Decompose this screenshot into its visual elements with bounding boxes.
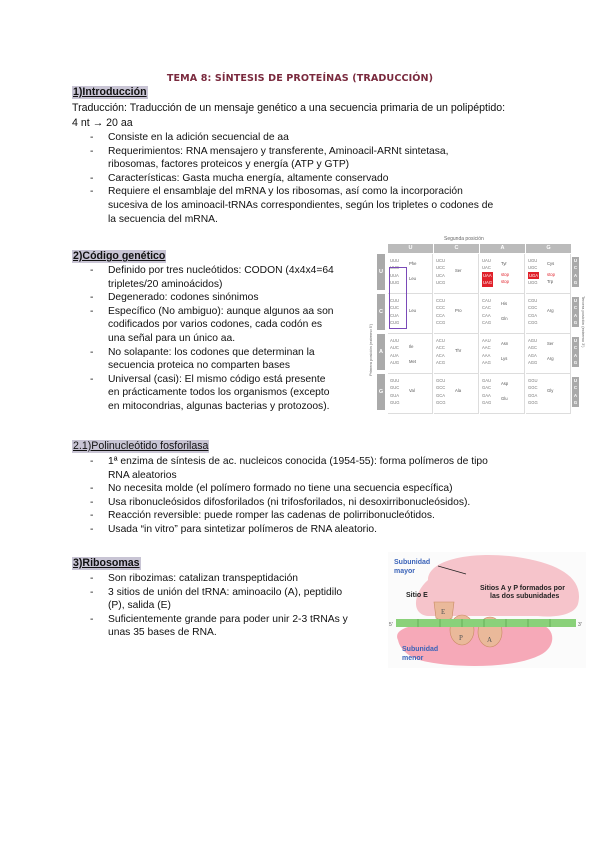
mrna-strand (396, 619, 576, 627)
amino-acid-label: Ile (409, 344, 414, 350)
codon-list (528, 297, 538, 327)
codon-list (482, 297, 491, 327)
codon: CCG (436, 320, 446, 326)
list-item: - Usa ribonucleósidos difosforilados (ni trifosforilados, ni desoxirribonucleósidos). (90, 496, 570, 510)
codon-list (436, 337, 445, 367)
third-base-UC: C (573, 265, 578, 271)
amino-acid-label: Gln (501, 315, 508, 321)
codon: CGA (528, 312, 538, 318)
list-item: - No solapante: los codones que determinan la (90, 346, 370, 360)
codigo-list (90, 264, 370, 414)
codon: AGG (528, 360, 538, 366)
codon: CCU (436, 298, 446, 303)
list-item: - Características: Gasta mucha energía, altamente conservado (90, 172, 560, 186)
codon-list (436, 297, 445, 327)
list-item-cont: secuencia proteica no comparten bases (108, 360, 291, 372)
codon: UGC (528, 265, 538, 271)
codon-list (528, 257, 539, 287)
codon-cell-AU (388, 334, 433, 374)
amino-acid-label: Ala (455, 388, 462, 394)
label-subunidad-mayor: Subunidad mayor (394, 559, 431, 575)
list-item-cont: tripletes/20 aminoácidos) (108, 278, 223, 290)
codon: CGG (528, 320, 538, 326)
codon-cell-GA (480, 374, 525, 414)
codon: CUU (390, 298, 400, 303)
codon: UCG (436, 280, 446, 286)
list-item: - Suficientemente grande para poder unir 2-3 tRNAs y (90, 613, 380, 627)
list-item: - Son ribozimas: catalizan transpeptidación (90, 572, 380, 586)
codon: UCU (436, 258, 446, 263)
amino-acid-label: Met (409, 359, 416, 365)
list-item: - Reacción reversible: puede romper las cadenas de polirribonucleótidos. (90, 509, 570, 523)
second-base-C: C (434, 244, 479, 253)
third-base-AA: A (573, 352, 578, 358)
amino-acid-label: Phe (409, 260, 417, 266)
end-5-prime: 5' (389, 622, 393, 628)
codon-list (390, 377, 400, 407)
list-item: - No necesita molde (el polímero formado no tiene una secuencia específica) (90, 482, 570, 496)
codon: CAG (482, 320, 492, 326)
codon-top-caption: Segunda posición (444, 236, 484, 242)
codon: CCA (436, 312, 445, 318)
codon: AAC (482, 345, 491, 351)
codon: GAA (482, 392, 491, 398)
third-base-GA: A (573, 392, 578, 398)
codon: CUC (390, 305, 400, 311)
codon: UCA (436, 272, 445, 278)
codon-right-caption: Tercera posición (extremo 3') (581, 296, 586, 348)
codon: GCC (436, 385, 446, 391)
codon-cell-CA (480, 294, 525, 334)
first-base-G: G (377, 374, 385, 410)
codon-cell-CG (526, 294, 571, 334)
intro-ratio: 4 nt → 20 aa (72, 117, 133, 129)
codon: GUU (390, 378, 400, 383)
codon: CUG (390, 320, 400, 326)
list-item: - Específico (No ambiguo): aunque algunos aa son (90, 305, 370, 319)
ribosomas-list (90, 572, 380, 640)
third-base-UA: A (573, 272, 578, 278)
codon: ACC (436, 345, 445, 351)
first-base-A: A (377, 334, 385, 370)
letter-a: A (487, 636, 493, 644)
codon: AAG (482, 360, 491, 366)
list-item-cont: una señal para un único aa. (108, 332, 236, 344)
codon: UAC (482, 265, 491, 271)
codon: GGU (528, 378, 538, 383)
list-item-cont: (P), salida (E) (108, 600, 171, 612)
codon: UGU (528, 258, 538, 263)
codon-list (482, 377, 491, 407)
amino-acid-label: Pro (455, 308, 462, 314)
codon: AGA (528, 352, 537, 358)
first-base-C: C (377, 294, 385, 330)
codon: GUG (390, 400, 400, 406)
second-base-A: A (480, 244, 525, 253)
codon-table-figure (368, 236, 586, 414)
codon-cell-UG (526, 254, 571, 294)
codon-cell-GU (388, 374, 433, 414)
codon-cell-AC (434, 334, 479, 374)
codon: CCC (436, 305, 446, 311)
codon-list (436, 257, 445, 287)
section-heading-codigo-genetico: 2)Código genético (73, 250, 166, 262)
codon: ACU (436, 338, 445, 343)
codon: GCU (436, 378, 446, 383)
codon: CUA (390, 312, 399, 318)
third-base-UG: G (573, 280, 578, 286)
codon: AUA (390, 352, 399, 358)
third-base-CC: C (573, 305, 578, 311)
codon: AAA (482, 352, 491, 358)
third-base-CG: G (573, 320, 578, 326)
ribosome-figure (388, 552, 586, 668)
codon: GAG (482, 400, 492, 406)
codon: UGA (529, 272, 539, 278)
third-base-GU: U (573, 378, 578, 383)
amino-acid-label: Tyr (501, 260, 507, 266)
codon: GCG (436, 400, 446, 406)
amino-acid-label: Val (409, 388, 415, 394)
first-base-U: U (377, 254, 385, 290)
codon: UUU (390, 258, 400, 263)
amino-acid-label: Gly (547, 388, 554, 394)
third-base-AC: C (573, 345, 578, 351)
amino-acid-label: Leu (409, 275, 416, 281)
amino-acid-label: Arg (547, 308, 554, 314)
codon: ACG (436, 360, 446, 366)
amino-acid-label: Ser (547, 340, 554, 346)
amino-acid-label: His (501, 300, 508, 306)
codon-cell-AG (526, 334, 571, 374)
amino-acid-label: Cys (547, 260, 555, 266)
codon-cell-AA (480, 334, 525, 374)
amino-acid-label: stop (547, 271, 555, 277)
list-item: - Consiste en la adición secuencial de aa (90, 131, 560, 145)
third-base-AU: U (573, 338, 578, 343)
list-item-cont: en prácticamente todos los organismos (excepto (108, 387, 330, 399)
label-sitios-a-p: Sitios A y P formados por las dos subunidades (480, 585, 565, 600)
codon-left-caption: Primera posición (extremo 5') (368, 323, 373, 376)
list-item-cont: unas 35 bases de RNA. (108, 627, 217, 639)
codon-list (482, 257, 493, 287)
amino-acid-label: Arg (547, 355, 554, 361)
codon: CAU (482, 298, 491, 303)
codon-list (390, 337, 399, 367)
codon: GGC (528, 385, 538, 391)
end-3-prime: 3' (578, 622, 582, 628)
codon: AGC (528, 345, 538, 351)
amino-acid-label: Asn (501, 340, 509, 346)
amino-acid-label: stop (501, 279, 509, 285)
third-base-CA: A (573, 312, 578, 318)
codon: CGU (528, 298, 538, 303)
letter-e: E (441, 608, 446, 616)
third-base-AG: G (573, 360, 578, 366)
list-item-cont: ribosomas, factores proteicos y energía (ATP y GTP) (108, 159, 350, 171)
codon: GGG (528, 400, 538, 406)
third-base-GG: G (573, 400, 578, 406)
codon: UGG (528, 280, 538, 286)
codon: AGU (528, 338, 538, 343)
list-item: - Degenerado: codones sinónimos (90, 291, 370, 305)
third-base-GC: C (573, 385, 578, 391)
codon: GGA (528, 392, 538, 398)
list-item: - Requiere el ensamblaje del mRNA y los ribosomas, así como la incorporación (90, 185, 560, 199)
amino-acid-label: Lys (501, 355, 508, 361)
codon: UAU (482, 258, 491, 263)
codon: AAU (482, 338, 491, 343)
section-heading-polinucleotido: 2.1)Polinucleótido fosforilasa (73, 440, 209, 452)
codon-cell-UA (480, 254, 525, 294)
codon-cell-UC (434, 254, 479, 294)
codon: UUA (390, 272, 399, 278)
amino-acid-label: Ser (455, 268, 462, 274)
list-item-cont: codificados por varios codones, cada codón es (108, 319, 323, 331)
codon: AUG (390, 360, 400, 366)
codon: GCA (436, 392, 446, 398)
amino-acid-label: Asp (501, 380, 509, 386)
letter-p: P (459, 634, 463, 642)
second-base-G: G (526, 244, 571, 253)
codon: CAA (482, 312, 491, 318)
amino-acid-label: Glu (501, 395, 508, 401)
codon: UUC (390, 265, 400, 271)
label-sitio-e: Sitio E (406, 592, 428, 599)
codon: UUG (390, 280, 400, 286)
codon: GUA (390, 392, 400, 398)
codon-list (528, 377, 538, 407)
codon: UAA (483, 272, 492, 278)
third-base-UU: U (573, 258, 578, 263)
codon: GUC (390, 385, 400, 391)
codon: GAU (482, 378, 492, 383)
codon-list (528, 337, 537, 367)
list-item-cont: RNA aleatorios (108, 469, 177, 481)
codon: AUU (390, 338, 399, 343)
codon-cell-GG (526, 374, 571, 414)
leucine-highlight (389, 267, 407, 329)
list-item: - 3 sitios de unión del tRNA: aminoacilo (A), peptidilo (90, 586, 380, 600)
codon: AUC (390, 345, 399, 351)
section-heading-ribosomas: 3)Ribosomas (73, 557, 140, 569)
codon: UAG (483, 280, 493, 286)
list-item-cont: en mitocondrias, algunas bacterias y protozoos). (108, 400, 330, 412)
polinuc-list (90, 455, 570, 537)
amino-acid-label: stop (501, 271, 509, 277)
label-subunidad-menor: Subunidad menor (402, 646, 439, 662)
codon: CGC (528, 305, 538, 311)
codon-list (482, 337, 491, 367)
list-item: - Definido por tres nucleótidos: CODON (4x4x4=64 (90, 264, 370, 278)
codon: CAC (482, 305, 491, 311)
codon-cell-CC (434, 294, 479, 334)
page-title: TEMA 8: SÍNTESIS DE PROTEÍNAS (TRADUCCIÓN) (166, 73, 434, 84)
codon-list (436, 377, 446, 407)
amino-acid-label: Thr (455, 348, 462, 354)
list-item-cont: sucesiva de los aminoacil-tRNAs correspondientes, según los tripletes o codones de (108, 199, 494, 211)
intro-lead: Traducción: Traducción de un mensaje genético a una secuencia primaria de un polipéptido: (72, 102, 506, 114)
list-item: - Usada “in vitro” para sintetizar polímeros de RNA aleatorio. (90, 523, 570, 537)
list-item: - Universal (casi): El mismo código está presente (90, 373, 370, 387)
list-item: - 1ª enzima de síntesis de ac. nucleicos conocida (1954-55): forma polímeros de tipo (90, 455, 570, 469)
amino-acid-label: Trp (547, 279, 554, 285)
list-item: - Requerimientos: RNA mensajero y transferente, Aminoacil-ARNt sintetasa, (90, 145, 560, 159)
list-item-cont: la secuencia del mRNA. (108, 213, 218, 225)
ribosome-diagram (388, 552, 586, 668)
second-base-U: U (388, 244, 433, 253)
codon-cell-GC (434, 374, 479, 414)
intro-list (90, 131, 560, 226)
third-base-CU: U (573, 298, 578, 303)
codon: GAC (482, 385, 492, 391)
codon: UCC (436, 265, 446, 271)
section-heading-introduccion: 1)Introducción (73, 86, 147, 98)
codon: ACA (436, 352, 445, 358)
amino-acid-label: Leu (409, 308, 416, 314)
